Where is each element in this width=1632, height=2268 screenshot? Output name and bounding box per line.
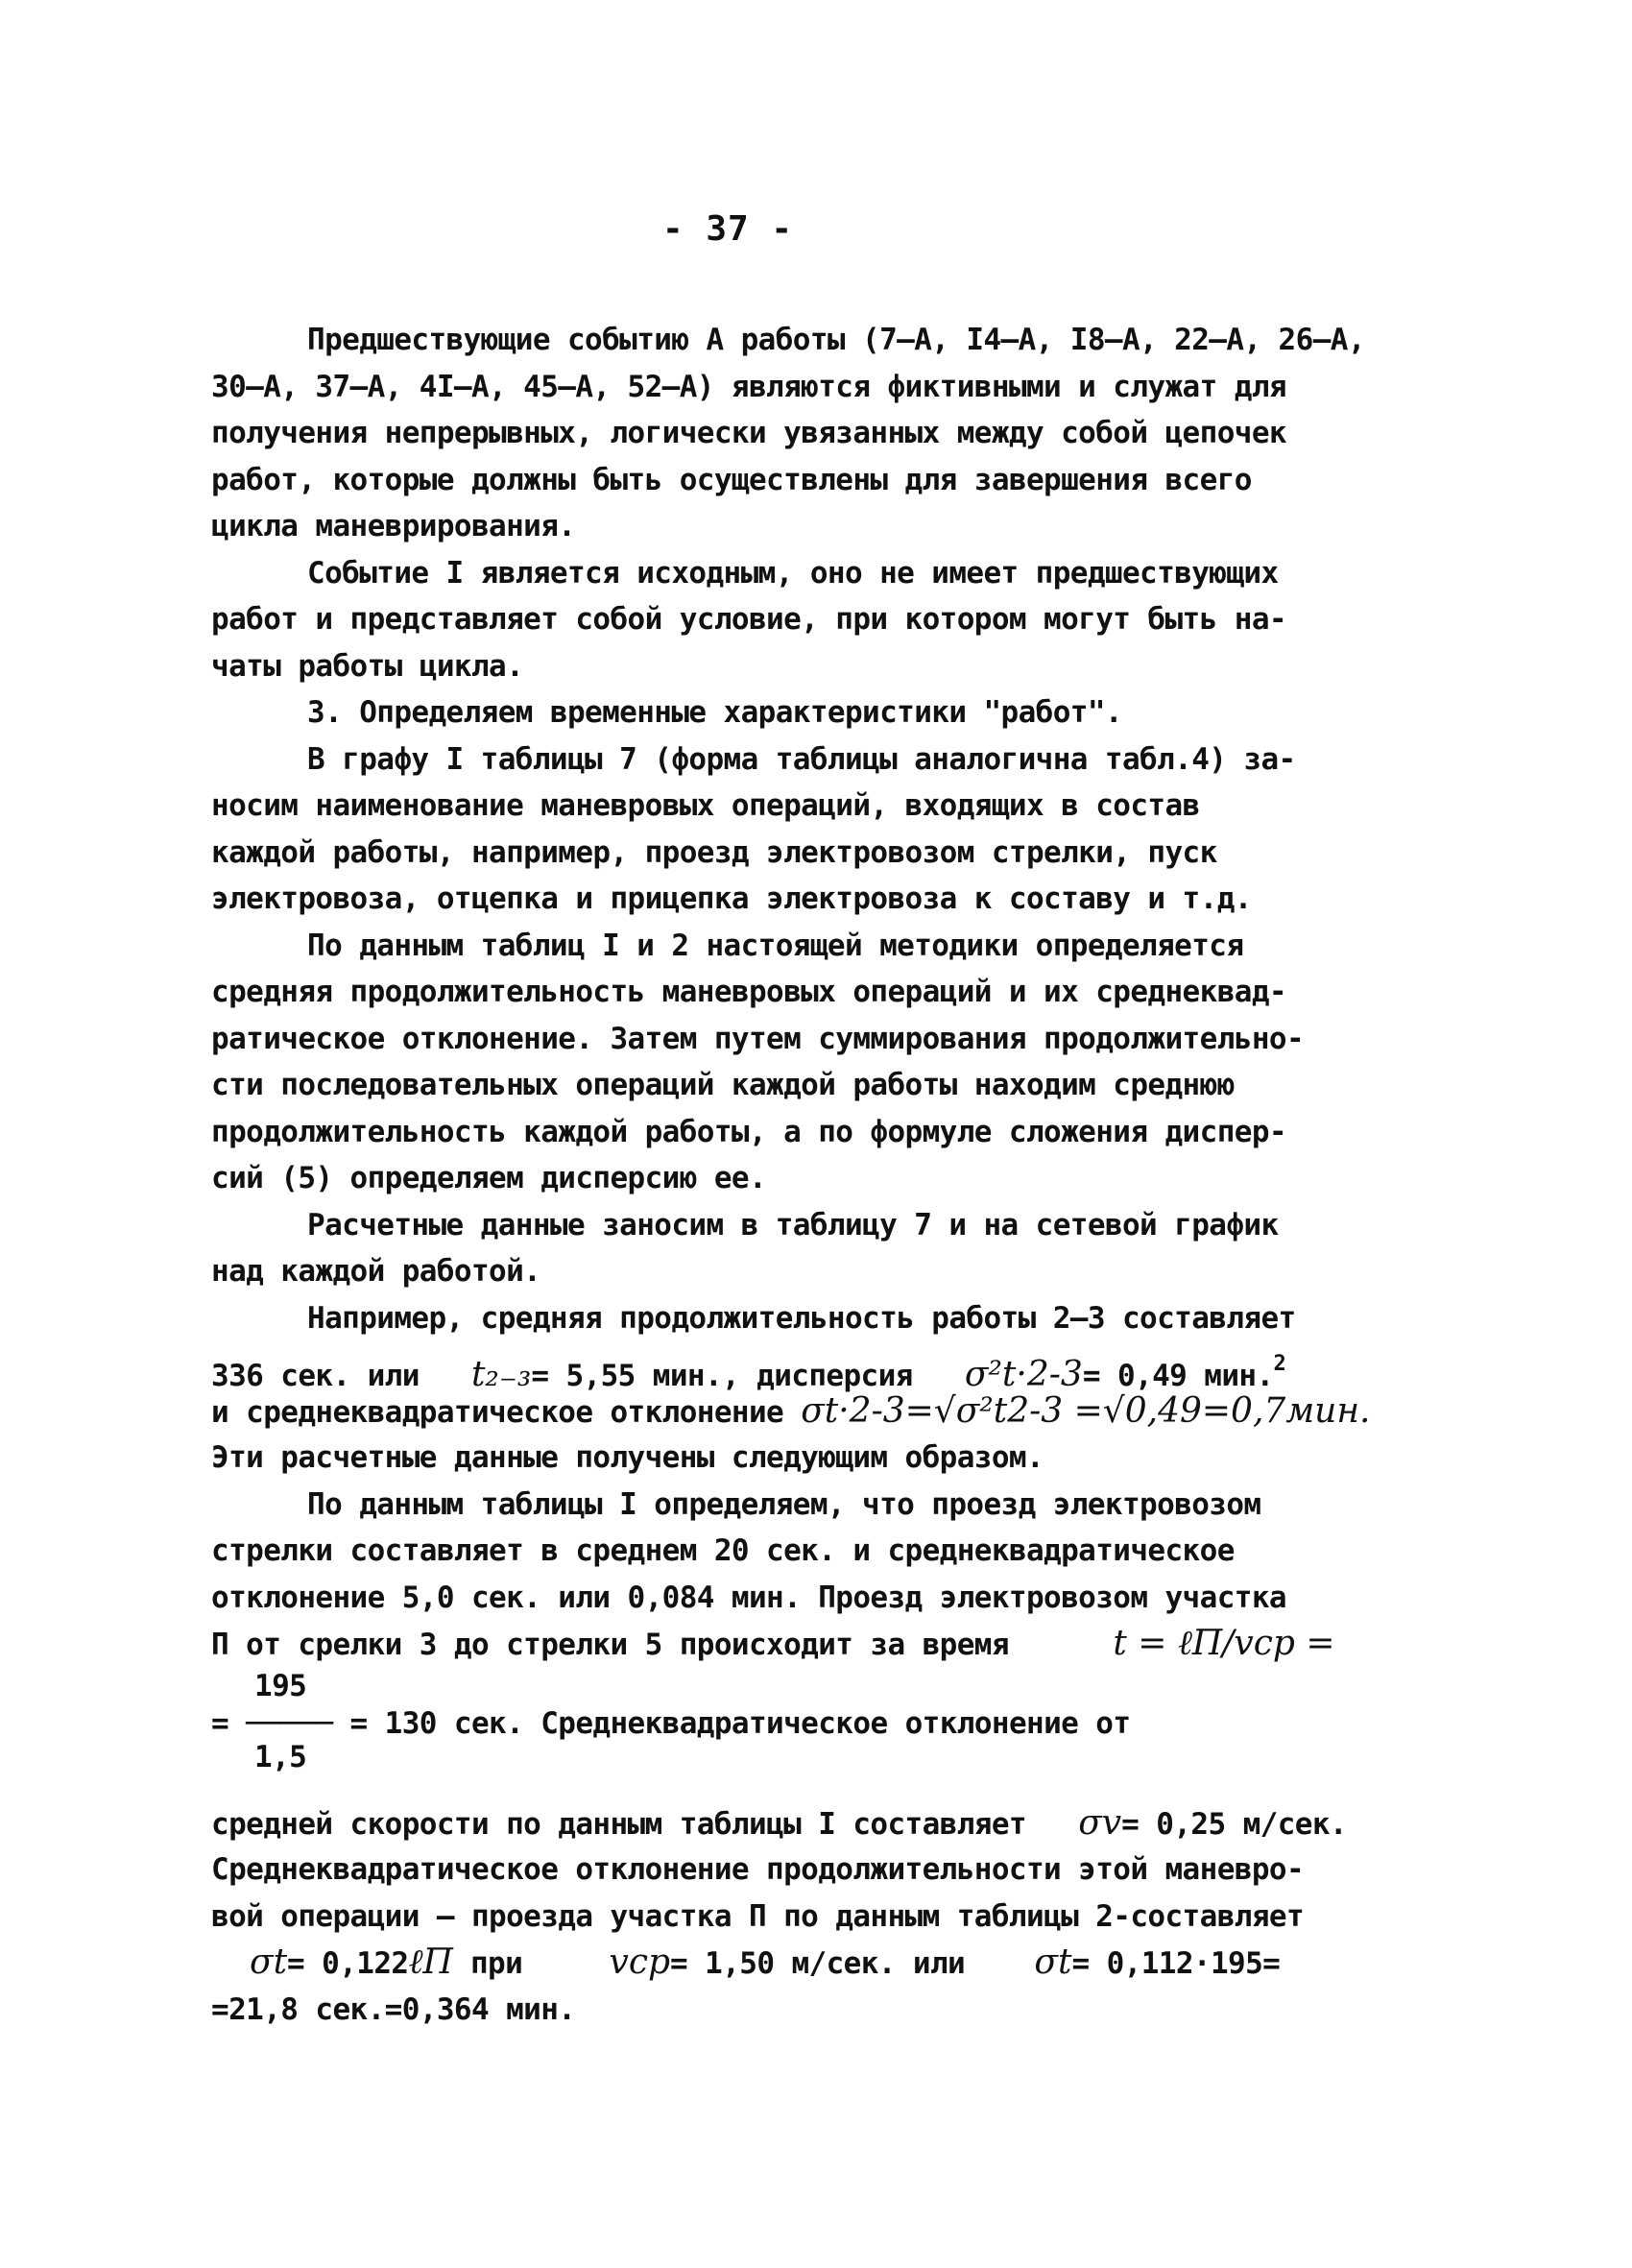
example-text: и среднеквадратическое отклонение (211, 1394, 784, 1430)
text-line: 3. Определяем временные характеристики "работ". (307, 695, 1122, 730)
para2-text: = 130 сек. Среднеквадратическое отклонение от (349, 1705, 1131, 1741)
example-line-2 (211, 1341, 1488, 1394)
example-text: = 0,49 мин. (1082, 1359, 1274, 1393)
text-line: цикла маневрирования. (211, 509, 576, 543)
fraction-numerator (211, 1668, 1488, 1704)
fraction-denominator (211, 1739, 1488, 1800)
para2-line-8 (211, 1894, 1488, 1941)
text-line: каждой работы, например, проезд электровозом стрелки, пуск (211, 834, 1217, 870)
text-line: Предшествующие событию А работы (7–А, I4–А, I8–А, 22–А, 26–А, (307, 323, 1365, 357)
fraction-bar: = ───── (211, 1705, 333, 1741)
example-text: Эти расчетные данные получены следующим образом. (211, 1440, 1044, 1475)
fraction-denominator-value: 1,5 (254, 1739, 307, 1774)
text-line: работ, которые должны быть осуществлены для завершения всего (211, 462, 1252, 497)
example-line-4 (211, 1435, 1488, 1482)
paragraph-block-1 (211, 317, 1488, 1295)
example-line-3 (211, 1388, 1488, 1436)
para2-text: = 1,50 м/сек. или (670, 1946, 966, 1981)
text-line: электровоза, отцепка и прицепка электровоза к составу и т.д. (211, 881, 1252, 916)
text-line: чаты работы цикла. (211, 648, 524, 684)
text-line: сий (5) определяем дисперсию ее. (211, 1161, 767, 1195)
text-line: ратическое отклонение. Затем путем суммирования продолжительно- (211, 1021, 1305, 1056)
text-line: Расчетные данные заносим в таблицу 7 и на сетевой график (307, 1207, 1279, 1243)
page-number: - 37 - (662, 209, 794, 249)
para2-line-7 (211, 1846, 1488, 1894)
para2-line-9 (211, 1940, 1488, 1987)
para2-line-2 (211, 1528, 1488, 1575)
text-line: Событие I является исходным, оно не имеет предшествующих (307, 555, 1279, 591)
formula-sigma-t: σt (1034, 1942, 1072, 1982)
example-text: Например, средняя продолжительность работы 2–3 составляет (307, 1300, 1296, 1336)
para2-line-3 (211, 1575, 1488, 1622)
para2-text: П от срелки 3 до стрелки 5 происходит за время (211, 1628, 1009, 1662)
text-line: продолжительность каждой работы, а по формуле сложения диспер- (211, 1114, 1286, 1149)
superscript: 2 (1273, 1352, 1286, 1376)
text-line: получения непрерывных, логически увязанных между собой цепочек (211, 416, 1286, 450)
text-line: По данным таблиц I и 2 настоящей методики определяется (307, 928, 1244, 963)
formula-std-deviation: σt·2-3=√σ²t2-3 =√0,49=0,7мин. (801, 1390, 1371, 1431)
para2-line-1 (211, 1482, 1488, 1529)
para2-text: средней скорости по данным таблицы I составляет (211, 1806, 1026, 1842)
formula-l-section: ℓП (408, 1942, 453, 1982)
formula-sigma-v: σv (1078, 1802, 1122, 1843)
example-text: 336 сек. или (211, 1359, 420, 1393)
para2-text: По данным таблицы I определяем, что проезд электровозом (307, 1486, 1261, 1522)
text-line: В графу I таблицы 7 (форма таблицы аналогична табл.4) за- (307, 741, 1296, 777)
para2-text: отклонение 5,0 сек. или 0,084 мин. Проезд электровозом участка (211, 1580, 1286, 1615)
para2-text: =21,8 сек.=0,364 мин. (211, 1991, 576, 2027)
para2-text: при (452, 1946, 523, 1981)
example-line-1 (211, 1295, 1488, 1342)
fraction-line (211, 1704, 1488, 1743)
formula-v-avg: vср (609, 1942, 671, 1982)
fraction-numerator-value: 195 (254, 1668, 307, 1703)
para2-text: вой операции – проезда участка П по данным таблицы 2-составляет (211, 1898, 1305, 1934)
para2-text: = 0,112·195= (1071, 1946, 1281, 1981)
text-line: над каждой работой. (211, 1254, 541, 1289)
text-line: носим наименование маневровых операций, входящих в состав (211, 788, 1200, 823)
body-text (211, 317, 1488, 2033)
para2-text: = 0,25 м/сек. (1121, 1806, 1347, 1842)
para2-text: = 0,122 (287, 1946, 409, 1981)
text-line: средняя продолжительность маневровых операций и их среднеквад- (211, 975, 1286, 1009)
text-line: работ и представляет собой условие, при котором могут быть на- (211, 602, 1286, 637)
example-text: = 5,55 мин., дисперсия (531, 1359, 913, 1393)
text-line: 30–А, 37–А, 4I–А, 45–А, 52–А) являются фиктивными и служат для (211, 369, 1286, 404)
para2-line-10 (211, 1987, 1488, 2034)
formula-time: t = ℓП/vср = (1113, 1624, 1335, 1663)
formula-sigma-t: σt (250, 1942, 288, 1982)
text-line: сти последовательных операций каждой работы находим среднюю (211, 1068, 1235, 1102)
para2-text: стрелки составляет в среднем 20 сек. и среднеквадратическое (211, 1533, 1235, 1568)
para2-text: Среднеквадратическое отклонение продолжительности этой маневро- (211, 1852, 1305, 1887)
para2-line-6 (211, 1800, 1488, 1847)
formula-sigma-squared: σ²t·2-3 (964, 1355, 1083, 1394)
formula-t-2-3: t₂₋₃ (470, 1355, 532, 1394)
para2-line-4 (211, 1621, 1488, 1668)
